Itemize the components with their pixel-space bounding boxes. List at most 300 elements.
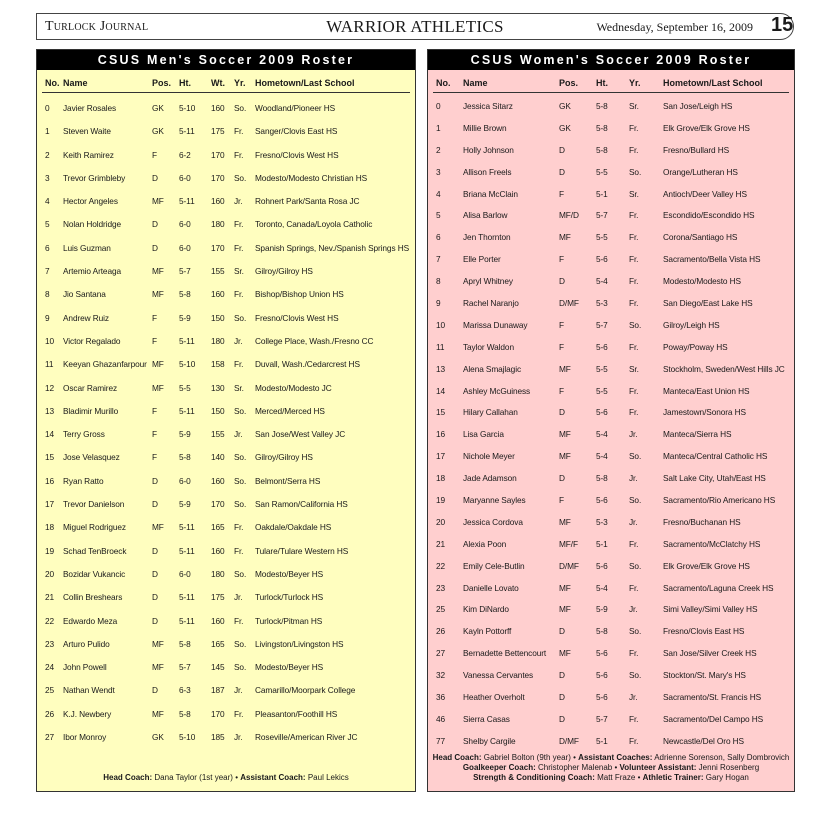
cell-yr: Fr. bbox=[234, 708, 244, 719]
cell-no: 26 bbox=[436, 626, 446, 637]
cell-name: Nichole Meyer bbox=[463, 451, 515, 462]
cell-home: Rohnert Park/Santa Rosa JC bbox=[255, 196, 360, 207]
cell-name: Bladimir Murillo bbox=[63, 405, 119, 416]
cell-yr: So. bbox=[234, 475, 247, 486]
table-row bbox=[433, 224, 789, 246]
cell-name: Alena Smajlagic bbox=[463, 363, 521, 374]
table-row bbox=[42, 675, 410, 698]
cell-name: Kim DiNardo bbox=[463, 604, 509, 615]
cell-home: Roseville/American River JC bbox=[255, 732, 358, 743]
cell-home: Sacramento/Rio Americano HS bbox=[663, 495, 776, 506]
strength-coach-name: Matt Fraze bbox=[597, 773, 636, 782]
cell-wt: 150 bbox=[211, 405, 225, 416]
table-row bbox=[42, 373, 410, 396]
cell-home: Salt Lake City, Utah/East HS bbox=[663, 473, 766, 484]
table-row bbox=[42, 326, 410, 349]
strength-coach-label: Strength & Conditioning Coach: bbox=[473, 773, 595, 782]
cell-name: Apryl Whitney bbox=[463, 276, 513, 287]
cell-no: 4 bbox=[45, 196, 50, 207]
cell-name: Briana McClain bbox=[463, 188, 518, 199]
cell-wt: 160 bbox=[211, 196, 225, 207]
cell-home: Poway/Poway HS bbox=[663, 341, 728, 352]
cell-wt: 170 bbox=[211, 149, 225, 160]
cell-ht: 5-1 bbox=[596, 188, 608, 199]
cell-home: Modesto/Modesto Christian HS bbox=[255, 172, 368, 183]
column-header-ht: Ht. bbox=[179, 78, 191, 88]
cell-no: 13 bbox=[436, 363, 446, 374]
cell-ht: 5-5 bbox=[596, 166, 608, 177]
cell-no: 15 bbox=[45, 452, 55, 463]
cell-yr: Fr. bbox=[629, 276, 639, 287]
cell-home: Gilroy/Leigh HS bbox=[663, 319, 720, 330]
cell-wt: 160 bbox=[211, 615, 225, 626]
cell-no: 13 bbox=[45, 405, 55, 416]
cell-yr: Jr. bbox=[629, 692, 638, 703]
cell-wt: 158 bbox=[211, 359, 225, 370]
cell-wt: 130 bbox=[211, 382, 225, 393]
cell-yr: Fr. bbox=[629, 713, 639, 724]
cell-home: Stockton/St. Mary's HS bbox=[663, 670, 746, 681]
cell-ht: 5-9 bbox=[596, 604, 608, 615]
cell-pos: MF bbox=[559, 429, 571, 440]
cell-pos: F bbox=[559, 385, 564, 396]
cell-yr: So. bbox=[234, 499, 247, 510]
cell-home: San Diego/East Lake HS bbox=[663, 298, 753, 309]
cell-wt: 185 bbox=[211, 732, 225, 743]
cell-yr: Fr. bbox=[629, 122, 639, 133]
table-row bbox=[433, 312, 789, 334]
table-row bbox=[433, 115, 789, 137]
volunteer-assistant-name: Jenni Rosenberg bbox=[698, 763, 760, 772]
table-row bbox=[42, 582, 410, 605]
cell-no: 6 bbox=[45, 242, 50, 253]
cell-home: Antioch/Deer Valley HS bbox=[663, 188, 747, 199]
cell-ht: 5-6 bbox=[596, 670, 608, 681]
cell-no: 26 bbox=[45, 708, 55, 719]
cell-wt: 160 bbox=[211, 545, 225, 556]
cell-home: Modesto/Modesto HS bbox=[663, 276, 741, 287]
cell-name: Lisa Garcia bbox=[463, 429, 504, 440]
cell-ht: 5-11 bbox=[179, 545, 195, 556]
cell-wt: 165 bbox=[211, 638, 225, 649]
table-row bbox=[42, 606, 410, 629]
cell-home: Simi Valley/Simi Valley HS bbox=[663, 604, 758, 615]
cell-home: Turlock/Turlock HS bbox=[255, 592, 324, 603]
cell-ht: 5-7 bbox=[179, 266, 191, 277]
cell-home: Gilroy/Gilroy HS bbox=[255, 266, 313, 277]
cell-yr: Jr. bbox=[234, 335, 243, 346]
cell-wt: 180 bbox=[211, 568, 225, 579]
table-row bbox=[42, 466, 410, 489]
table-row bbox=[42, 116, 410, 139]
table-row bbox=[42, 349, 410, 372]
cell-no: 1 bbox=[436, 122, 441, 133]
cell-pos: GK bbox=[152, 103, 164, 113]
assistant-coach-name: Paul Lekics bbox=[307, 773, 349, 782]
table-row bbox=[433, 181, 789, 203]
cell-yr: Fr. bbox=[629, 232, 639, 243]
cell-name: Hilary Callahan bbox=[463, 407, 518, 418]
cell-ht: 5-8 bbox=[179, 708, 191, 719]
cell-no: 16 bbox=[45, 475, 55, 486]
cell-pos: D bbox=[152, 545, 158, 556]
cell-yr: Fr. bbox=[629, 210, 639, 221]
cell-yr: So. bbox=[629, 451, 642, 462]
cell-pos: MF bbox=[559, 516, 571, 527]
table-row bbox=[433, 553, 789, 575]
cell-home: Sacramento/Laguna Creek HS bbox=[663, 582, 774, 593]
cell-yr: Sr. bbox=[234, 382, 244, 393]
cell-home: Modesto/Modesto JC bbox=[255, 382, 332, 393]
cell-yr: Fr. bbox=[234, 615, 244, 626]
cell-no: 5 bbox=[45, 219, 50, 230]
table-row bbox=[433, 378, 789, 400]
cell-no: 16 bbox=[436, 429, 446, 440]
table-row bbox=[433, 575, 789, 597]
cell-ht: 6-2 bbox=[179, 149, 191, 160]
separator: • bbox=[573, 753, 576, 762]
cell-pos: D bbox=[152, 499, 158, 510]
cell-yr: Fr. bbox=[234, 126, 244, 137]
cell-name: Jessica Cordova bbox=[463, 516, 523, 527]
cell-name: Elle Porter bbox=[463, 254, 501, 265]
cell-yr: So. bbox=[234, 568, 247, 579]
cell-yr: Jr. bbox=[234, 732, 243, 743]
cell-home: Sacramento/Bella Vista HS bbox=[663, 254, 761, 265]
cell-home: Livingston/Livingston HS bbox=[255, 638, 344, 649]
cell-yr: Fr. bbox=[629, 582, 639, 593]
cell-pos: F bbox=[559, 188, 564, 199]
cell-no: 25 bbox=[436, 604, 446, 615]
cell-pos: GK bbox=[559, 101, 571, 111]
mens-roster-title: CSUS Men's Soccer 2009 Roster bbox=[37, 50, 415, 70]
cell-ht: 5-5 bbox=[596, 232, 608, 243]
cell-ht: 5-5 bbox=[179, 382, 191, 393]
cell-pos: D bbox=[152, 568, 158, 579]
cell-no: 9 bbox=[45, 312, 50, 323]
cell-pos: D bbox=[152, 242, 158, 253]
cell-home: Fresno/Bullard HS bbox=[663, 144, 730, 155]
cell-name: Andrew Ruiz bbox=[63, 312, 109, 323]
cell-home: Fresno/Clovis West HS bbox=[255, 312, 339, 323]
table-row bbox=[433, 334, 789, 356]
table-row bbox=[42, 140, 410, 163]
cell-yr: Fr. bbox=[629, 385, 639, 396]
cell-pos: D bbox=[152, 475, 158, 486]
cell-no: 1 bbox=[45, 126, 50, 137]
cell-pos: D bbox=[559, 473, 565, 484]
cell-yr: Fr. bbox=[629, 298, 639, 309]
cell-yr: Jr. bbox=[629, 429, 638, 440]
cell-ht: 6-0 bbox=[179, 172, 191, 183]
cell-name: Sierra Casas bbox=[463, 713, 510, 724]
cell-name: Luis Guzman bbox=[63, 242, 111, 253]
column-header-hometown: Hometown/Last School bbox=[663, 78, 763, 88]
cell-pos: MF/F bbox=[559, 538, 578, 549]
cell-pos: GK bbox=[152, 126, 164, 137]
cell-home: Gilroy/Gilroy HS bbox=[255, 452, 313, 463]
cell-name: Ibor Monroy bbox=[63, 732, 107, 743]
cell-wt: 170 bbox=[211, 242, 225, 253]
cell-name: Schad TenBroeck bbox=[63, 545, 127, 556]
cell-home: San Jose/Silver Creek HS bbox=[663, 648, 757, 659]
table-row bbox=[42, 699, 410, 722]
cell-yr: So. bbox=[234, 452, 247, 463]
cell-pos: F bbox=[559, 341, 564, 352]
cell-ht: 5-4 bbox=[596, 582, 608, 593]
cell-ht: 5-6 bbox=[596, 648, 608, 659]
cell-home: Duvall, Wash./Cedarcrest HS bbox=[255, 359, 360, 370]
cell-ht: 6-0 bbox=[179, 475, 191, 486]
cell-yr: So. bbox=[629, 166, 642, 177]
cell-ht: 5-6 bbox=[596, 495, 608, 506]
separator: • bbox=[637, 773, 641, 782]
cell-name: Alisa Barlow bbox=[463, 210, 508, 221]
cell-no: 18 bbox=[436, 473, 446, 484]
cell-pos: GK bbox=[152, 732, 164, 743]
publication-name: Turlock Journal bbox=[45, 19, 149, 34]
cell-home: Orange/Lutheran HS bbox=[663, 166, 738, 177]
cell-home: Sanger/Clovis East HS bbox=[255, 126, 338, 137]
cell-no: 46 bbox=[436, 713, 446, 724]
cell-pos: MF bbox=[152, 662, 164, 673]
cell-pos: MF bbox=[152, 638, 164, 649]
cell-yr: Fr. bbox=[629, 341, 639, 352]
cell-pos: F bbox=[559, 254, 564, 265]
table-row bbox=[433, 290, 789, 312]
cell-pos: D bbox=[559, 713, 565, 724]
cell-pos: MF bbox=[152, 289, 164, 300]
column-header-wt: Wt. bbox=[211, 78, 225, 88]
cell-yr: Fr. bbox=[629, 254, 639, 265]
cell-pos: D bbox=[152, 172, 158, 183]
cell-pos: D/MF bbox=[559, 735, 579, 746]
separator: • bbox=[614, 763, 618, 772]
table-row bbox=[433, 93, 789, 115]
cell-name: Trevor Grimbleby bbox=[63, 172, 126, 183]
table-row bbox=[42, 722, 410, 745]
column-header-pos: Pos. bbox=[152, 78, 172, 88]
table-row bbox=[42, 536, 410, 559]
cell-home: Spanish Springs, Nev./Spanish Springs HS bbox=[255, 242, 410, 253]
cell-ht: 5-11 bbox=[179, 615, 195, 626]
cell-ht: 5-4 bbox=[596, 429, 608, 440]
cell-wt: 145 bbox=[211, 662, 225, 673]
cell-yr: So. bbox=[234, 662, 247, 673]
cell-ht: 5-5 bbox=[596, 385, 608, 396]
column-header-ht: Ht. bbox=[596, 78, 608, 88]
cell-pos: MF bbox=[559, 648, 571, 659]
head-coach-label: Head Coach: bbox=[103, 773, 153, 782]
cell-pos: MF bbox=[559, 363, 571, 374]
womens-roster-rows bbox=[433, 93, 789, 750]
cell-wt: 160 bbox=[211, 103, 225, 113]
cell-no: 8 bbox=[45, 289, 50, 300]
cell-ht: 6-0 bbox=[179, 568, 191, 579]
cell-ht: 5-10 bbox=[179, 103, 196, 113]
cell-no: 17 bbox=[436, 451, 446, 462]
cell-wt: 165 bbox=[211, 522, 225, 533]
cell-pos: D bbox=[559, 276, 565, 287]
cell-yr: Jr. bbox=[234, 685, 243, 696]
cell-name: Danielle Lovato bbox=[463, 582, 519, 593]
cell-no: 22 bbox=[436, 560, 446, 571]
cell-ht: 5-6 bbox=[596, 692, 608, 703]
cell-no: 2 bbox=[45, 149, 50, 160]
cell-wt: 170 bbox=[211, 172, 225, 183]
cell-ht: 6-3 bbox=[179, 685, 191, 696]
cell-name: Javier Rosales bbox=[63, 103, 117, 113]
cell-name: Maryanne Sayles bbox=[463, 495, 526, 506]
mens-roster-panel bbox=[36, 49, 416, 792]
table-row bbox=[433, 684, 789, 706]
cell-no: 19 bbox=[45, 545, 55, 556]
cell-home: Woodland/Pioneer HS bbox=[255, 103, 336, 113]
cell-no: 6 bbox=[436, 232, 441, 243]
cell-no: 15 bbox=[436, 407, 446, 418]
cell-pos: F bbox=[559, 495, 564, 506]
column-header-name: Name bbox=[63, 78, 88, 88]
cell-yr: So. bbox=[234, 405, 247, 416]
cell-no: 25 bbox=[45, 685, 55, 696]
cell-no: 32 bbox=[436, 670, 446, 681]
cell-yr: Fr. bbox=[234, 359, 244, 370]
cell-wt: 180 bbox=[211, 335, 225, 346]
cell-wt: 155 bbox=[211, 266, 225, 277]
table-row bbox=[433, 618, 789, 640]
cell-ht: 5-7 bbox=[596, 319, 608, 330]
coaches-line-3 bbox=[428, 773, 794, 783]
cell-name: Allison Freels bbox=[463, 166, 512, 177]
cell-pos: D bbox=[152, 685, 158, 696]
cell-no: 7 bbox=[45, 266, 50, 277]
cell-home: Manteca/East Union HS bbox=[663, 385, 750, 396]
table-row bbox=[433, 531, 789, 553]
cell-home: Fresno/Buchanan HS bbox=[663, 516, 741, 527]
cell-pos: D bbox=[559, 670, 565, 681]
table-row bbox=[433, 706, 789, 728]
womens-coaches bbox=[428, 753, 794, 783]
column-header-no: No. bbox=[45, 78, 60, 88]
table-row bbox=[42, 489, 410, 512]
cell-name: Jessica Sitarz bbox=[463, 101, 513, 111]
cell-no: 20 bbox=[436, 516, 446, 527]
cell-yr: Fr. bbox=[629, 144, 639, 155]
mens-roster-rows bbox=[42, 93, 410, 745]
cell-name: Steven Waite bbox=[63, 126, 111, 137]
cell-no: 14 bbox=[45, 429, 55, 440]
cell-ht: 5-4 bbox=[596, 451, 608, 462]
cell-name: Nathan Wendt bbox=[63, 685, 115, 696]
cell-home: Toronto, Canada/Loyola Catholic bbox=[255, 219, 373, 230]
volunteer-assistant-label: Volunteer Assistant: bbox=[619, 763, 697, 772]
cell-no: 5 bbox=[436, 210, 441, 221]
cell-ht: 5-8 bbox=[179, 289, 191, 300]
cell-name: Jose Velasquez bbox=[63, 452, 120, 463]
cell-wt: 155 bbox=[211, 429, 225, 440]
table-row bbox=[433, 268, 789, 290]
cell-name: Vanessa Cervantes bbox=[463, 670, 534, 681]
column-header-yr: Yr. bbox=[629, 78, 641, 88]
cell-name: Keeyan Ghazanfarpour bbox=[63, 359, 147, 370]
cell-name: Artemio Arteaga bbox=[63, 266, 121, 277]
cell-name: Ryan Ratto bbox=[63, 475, 104, 486]
cell-name: Hector Angeles bbox=[63, 196, 118, 207]
cell-home: Tulare/Tulare Western HS bbox=[255, 545, 349, 556]
cell-no: 14 bbox=[436, 385, 446, 396]
cell-home: San Ramon/California HS bbox=[255, 499, 348, 510]
cell-name: Miguel Rodriguez bbox=[63, 522, 126, 533]
cell-ht: 5-6 bbox=[596, 341, 608, 352]
table-row bbox=[433, 640, 789, 662]
cell-pos: D bbox=[152, 219, 158, 230]
cell-home: Manteca/Sierra HS bbox=[663, 429, 732, 440]
assistant-coaches-label: Assistant Coaches: bbox=[578, 753, 653, 762]
cell-yr: So. bbox=[629, 626, 642, 637]
cell-wt: 175 bbox=[211, 592, 225, 603]
cell-home: Pleasanton/Foothill HS bbox=[255, 708, 338, 719]
cell-no: 0 bbox=[436, 101, 441, 111]
cell-pos: F bbox=[152, 452, 157, 463]
cell-home: Belmont/Serra HS bbox=[255, 475, 321, 486]
cell-name: Millie Brown bbox=[463, 122, 507, 133]
cell-name: Heather Overholt bbox=[463, 692, 525, 703]
cell-wt: 175 bbox=[211, 126, 225, 137]
table-row bbox=[433, 202, 789, 224]
head-coach-label: Head Coach: bbox=[432, 753, 482, 762]
table-row bbox=[433, 356, 789, 378]
separator: • bbox=[235, 773, 238, 782]
cell-pos: MF bbox=[559, 582, 571, 593]
cell-wt: 170 bbox=[211, 708, 225, 719]
cell-home: Merced/Merced HS bbox=[255, 405, 325, 416]
cell-wt: 187 bbox=[211, 685, 225, 696]
cell-home: Modesto/Beyer HS bbox=[255, 662, 324, 673]
table-row bbox=[433, 137, 789, 159]
cell-name: Jen Thornton bbox=[463, 232, 511, 243]
cell-pos: F bbox=[559, 319, 564, 330]
cell-ht: 5-8 bbox=[596, 101, 608, 111]
cell-pos: F bbox=[152, 312, 157, 323]
cell-home: Sacramento/Del Campo HS bbox=[663, 713, 764, 724]
table-row bbox=[433, 399, 789, 421]
cell-ht: 5-6 bbox=[596, 254, 608, 265]
cell-ht: 5-8 bbox=[596, 122, 608, 133]
cell-name: Collin Breshears bbox=[63, 592, 123, 603]
table-row bbox=[42, 396, 410, 419]
cell-home: Newcastle/Del Oro HS bbox=[663, 735, 744, 746]
cell-pos: D bbox=[559, 407, 565, 418]
table-row bbox=[433, 159, 789, 181]
cell-no: 23 bbox=[45, 638, 55, 649]
cell-ht: 5-7 bbox=[596, 713, 608, 724]
cell-wt: 170 bbox=[211, 499, 225, 510]
cell-yr: So. bbox=[234, 312, 247, 323]
table-row bbox=[42, 279, 410, 302]
table-row bbox=[433, 596, 789, 618]
cell-no: 22 bbox=[45, 615, 55, 626]
cell-wt: 150 bbox=[211, 312, 225, 323]
cell-no: 36 bbox=[436, 692, 446, 703]
cell-ht: 5-1 bbox=[596, 538, 608, 549]
cell-no: 10 bbox=[45, 335, 55, 346]
cell-no: 0 bbox=[45, 103, 50, 113]
cell-ht: 5-7 bbox=[179, 662, 191, 673]
column-header-pos: Pos. bbox=[559, 78, 579, 88]
cell-ht: 5-3 bbox=[596, 298, 608, 309]
cell-no: 27 bbox=[436, 648, 446, 659]
table-row bbox=[42, 209, 410, 232]
